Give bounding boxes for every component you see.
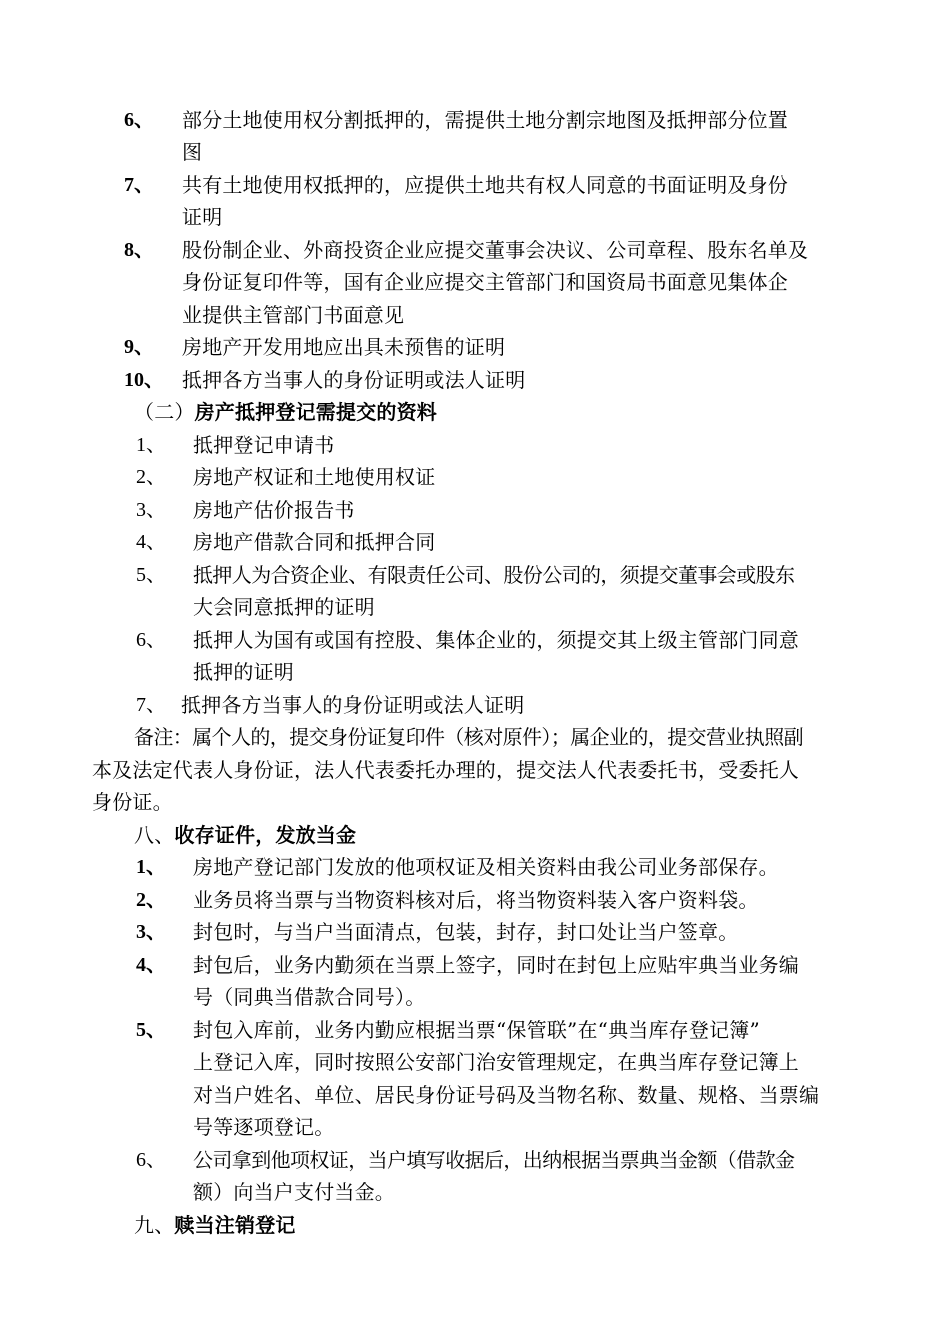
list-b-text: 大会同意抵押的证明	[193, 595, 375, 619]
list-c-text: 公司拿到他项权证，当户填写收据后，出纳根据当票典当金额（借款金	[193, 1148, 795, 1172]
list-b-text: 房地产权证和土地使用权证	[193, 465, 436, 489]
section-heading-prefix: 九、	[134, 1213, 175, 1237]
list-b-text: 抵押登记申请书	[193, 433, 335, 457]
list-a-text: 业提供主管部门书面意见	[182, 303, 405, 327]
list-b-text: 房地产借款合同和抵押合同	[193, 530, 436, 554]
list-c-number: 3、	[136, 921, 166, 943]
list-c-number: 4、	[136, 954, 166, 976]
list-b-number: 2、	[136, 466, 166, 488]
list-c-text: 额）向当户支付当金。	[193, 1180, 395, 1204]
list-a-text: 抵押各方当事人的身份证明或法人证明	[182, 368, 526, 392]
list-b-number: 1、	[136, 434, 166, 456]
list-a-text: 股份制企业、外商投资企业应提交董事会决议、公司章程、股东名单及	[182, 238, 809, 262]
list-b-number: 4、	[136, 531, 166, 553]
list-b-text: 抵押的证明	[193, 660, 294, 684]
note-line: 本及法定代表人身份证，法人代表委托办理的，提交法人代表委托书，受委托人	[92, 758, 799, 782]
list-c-text: 封包时，与当户当面清点，包装，封存，封口处让当户签章。	[193, 920, 739, 944]
list-c-number: 2、	[136, 889, 166, 911]
section-heading	[134, 823, 356, 847]
list-a-number: 8、	[124, 239, 154, 261]
section-heading	[134, 1213, 296, 1237]
list-c-number: 5、	[136, 1019, 166, 1041]
list-c-text: 对当户姓名、单位、居民身份证号码及当物名称、数量、规格、当票编	[193, 1083, 820, 1107]
section-heading-prefix: （二）	[134, 400, 195, 424]
list-a-text: 部分土地使用权分割抵押的，需提供土地分割宗地图及抵押部分位置	[182, 108, 788, 132]
list-a-number: 10、	[124, 369, 164, 391]
list-b-text: 抵押人为合资企业、有限责任公司、股份公司的，须提交董事会或股东	[193, 563, 795, 587]
list-c-text: 上登记入库，同时按照公安部门治安管理规定，在典当库存登记簿上	[193, 1050, 799, 1074]
list-b-number: 7、	[136, 694, 166, 716]
list-b-number: 3、	[136, 499, 166, 521]
list-b-text: 抵押人为国有或国有控股、集体企业的，须提交其上级主管部门同意	[193, 628, 799, 652]
list-c-text: 号（同典当借款合同号）。	[193, 985, 426, 1009]
list-a-number: 6、	[124, 109, 154, 131]
list-c-text: 封包后，业务内勤须在当票上签字，同时在封包上应贴牢典当业务编	[193, 953, 799, 977]
list-a-text: 房地产开发用地应出具未预售的证明	[182, 335, 506, 359]
list-b-text: 抵押各方当事人的身份证明或法人证明	[181, 693, 525, 717]
note-line: 身份证。	[92, 790, 173, 814]
list-a-number: 7、	[124, 174, 154, 196]
list-a-text: 图	[182, 140, 203, 164]
list-c-text: 号等逐项登记。	[193, 1115, 335, 1139]
section-heading	[134, 400, 437, 424]
list-b-number: 5、	[136, 564, 166, 586]
list-c-text: 房地产登记部门发放的他项权证及相关资料由我公司业务部保存。	[193, 855, 779, 879]
section-heading-title: 房产抵押登记需提交的资料	[194, 400, 438, 424]
section-heading-title: 收存证件，发放当金	[174, 823, 357, 847]
list-c-text: 封包入库前，业务内勤应根据当票“保管联”在“典当库存登记簿”	[193, 1018, 760, 1042]
note-line: 备注：属个人的，提交身份证复印件（核对原件）；属企业的，提交营业执照副	[134, 725, 803, 749]
list-a-text: 身份证复印件等，国有企业应提交主管部门和国资局书面意见集体企	[182, 270, 788, 294]
list-c-number: 1、	[136, 856, 166, 878]
list-c-text: 业务员将当票与当物资料核对后，将当物资料装入客户资料袋。	[193, 888, 759, 912]
list-a-text: 证明	[182, 205, 223, 229]
section-heading-prefix: 八、	[134, 823, 175, 847]
section-heading-title: 赎当注销登记	[174, 1213, 296, 1237]
list-a-number: 9、	[124, 336, 154, 358]
list-a-text: 共有土地使用权抵押的，应提供土地共有权人同意的书面证明及身份	[182, 173, 788, 197]
list-c-number: 6、	[136, 1149, 166, 1171]
list-b-text: 房地产估价报告书	[193, 498, 355, 522]
list-b-number: 6、	[136, 629, 166, 651]
